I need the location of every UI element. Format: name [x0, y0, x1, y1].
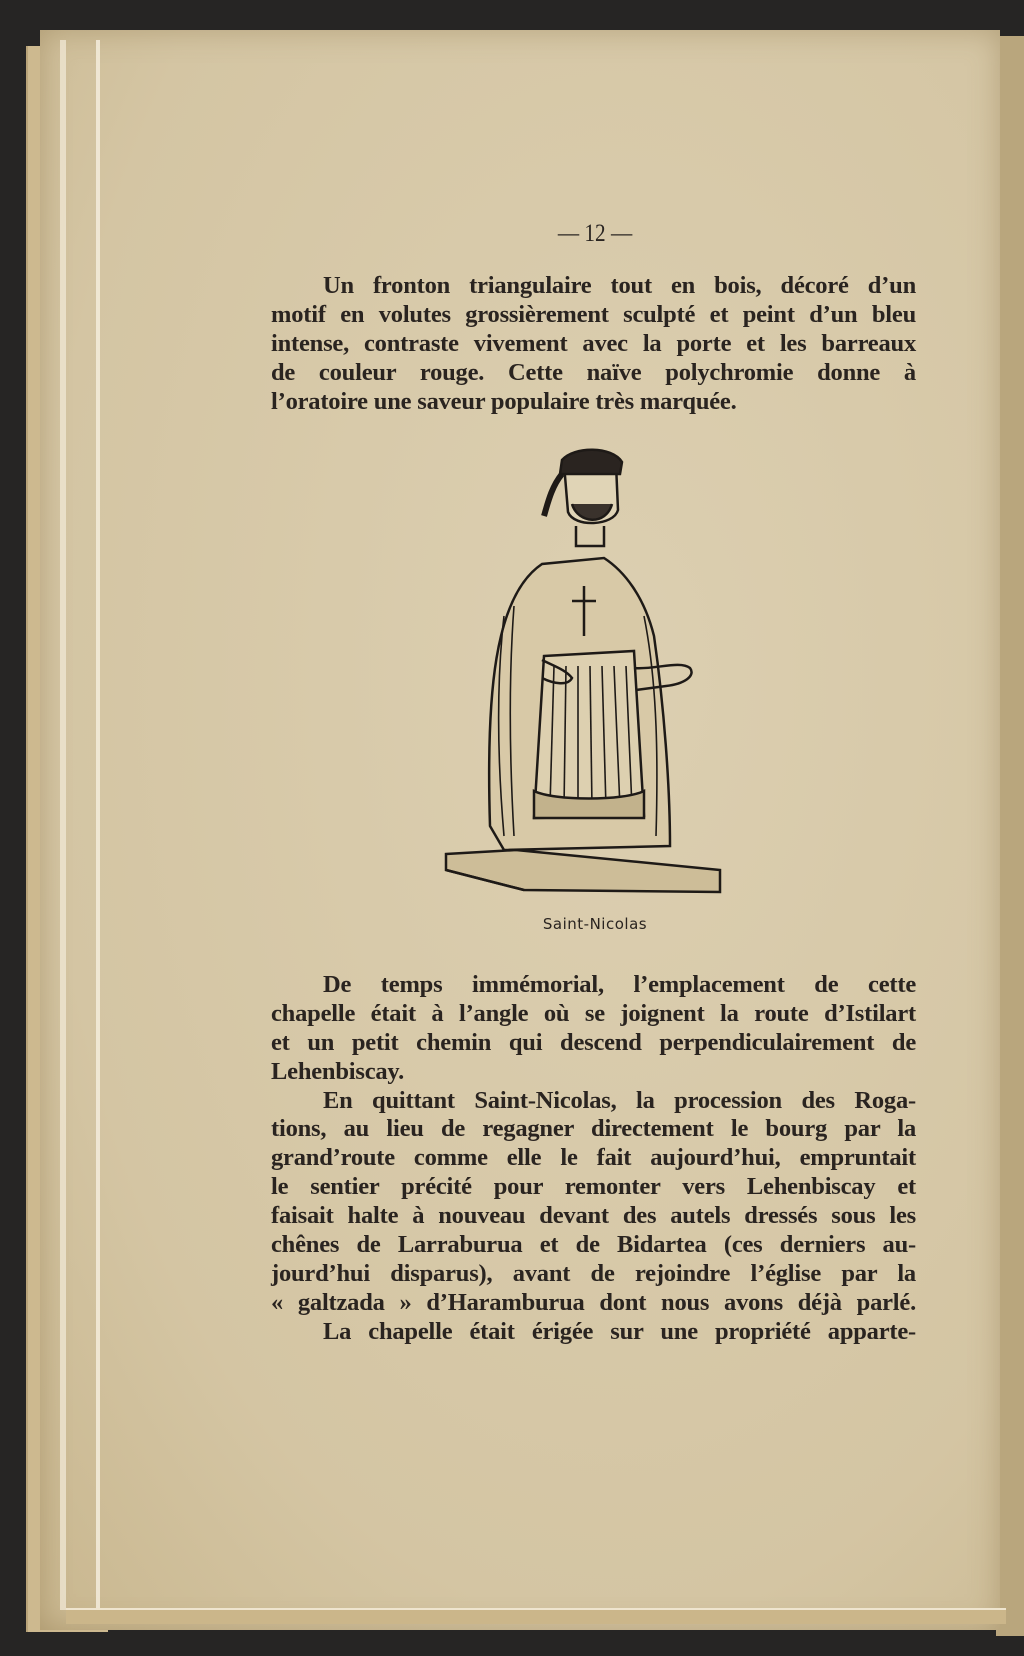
page-fold [60, 40, 66, 1610]
text-line: chênes de Larraburua et de Bidartea (ces derniers au- [271, 1231, 916, 1259]
text-line: chapelle était à l’angle où se joignent la route d’Istilart [271, 999, 916, 1027]
saint-nicolas-illustration [444, 446, 744, 914]
text-line: grand’route comme elle le fait aujourd’hui, empruntait [271, 1144, 916, 1172]
text-line: le sentier précité pour remonter vers Lehenbiscay et [271, 1173, 916, 1201]
paragraph-emplacement [271, 971, 916, 1347]
text-line: et un petit chemin qui descend perpendiculairement de [271, 1028, 916, 1056]
facing-page-edge [996, 36, 1024, 1636]
paragraph-fronton [271, 272, 916, 416]
figure-caption: Saint-Nicolas [542, 915, 648, 933]
text-line: l’oratoire une saveur populaire très marquée. [271, 387, 737, 415]
text-line: tions, au lieu de regagner directement le bourg par la [271, 1115, 916, 1143]
text-line: De temps immémorial, l’emplacement de cette [323, 971, 916, 998]
text-line: intense, contraste vivement avec la porte et les barreaux [271, 329, 916, 357]
text-line: Lehenbiscay. [271, 1057, 405, 1085]
statue-base [446, 850, 720, 892]
text-line: Un fronton triangulaire tout en bois, décoré d’un [323, 272, 916, 299]
text-line: En quittant Saint-Nicolas, la procession des Roga- [323, 1086, 916, 1114]
text-line: de couleur rouge. Cette naïve polychromie donne à [271, 358, 916, 386]
text-line: jourd’hui disparus), avant de rejoindre l’église par la [271, 1259, 916, 1287]
page-number: — 12 — [557, 220, 633, 247]
text-line: La chapelle était érigée sur une propriété apparte- [323, 1317, 916, 1345]
text-line: faisait halte à nouveau devant des autels dressés sous les [271, 1202, 916, 1230]
text-line: motif en volutes grossièrement sculpté et peint d’un bleu [271, 300, 916, 328]
page-bottom-edge [66, 1608, 1006, 1624]
text-line: « galtzada » d’Haramburua dont nous avons déjà parlé. [271, 1288, 916, 1316]
page-fold [96, 40, 100, 1610]
